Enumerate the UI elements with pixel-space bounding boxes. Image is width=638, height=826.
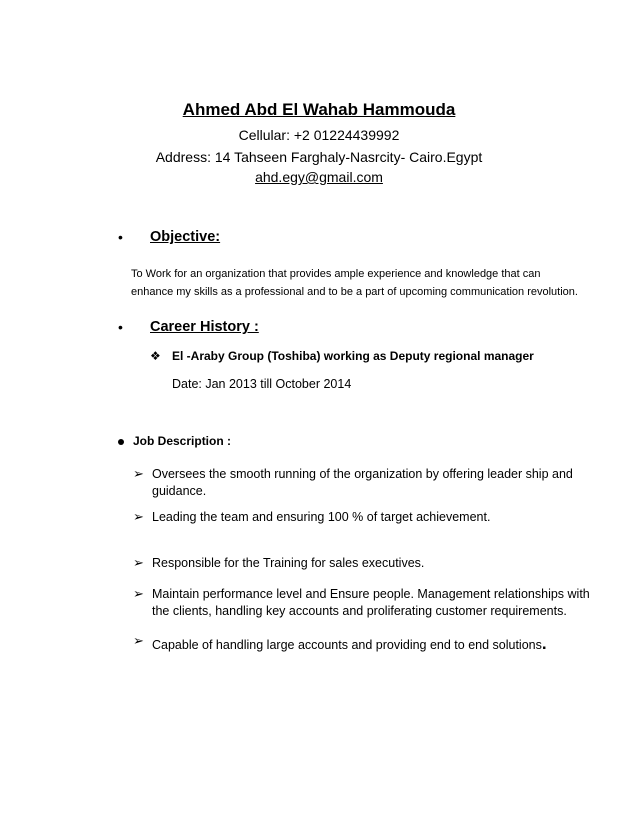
diamond-bullet-icon: ❖ [150,349,161,363]
job-item-1-line-1: Oversees the smooth running of the organization by offering leader ship and [152,467,573,481]
address-line: Address: 14 Tahseen Farghaly-Nasrcity- Cairo.Egypt [155,149,483,165]
email-link[interactable]: ahd.egy@gmail.com [255,169,383,185]
job-item-1-line-2: guidance. [152,484,207,498]
arrow-bullet-icon: ➢ [133,509,144,524]
career-bullet: • [118,319,123,335]
job-item-4-line-1: Maintain performance level and Ensure people. Management relationships with [152,587,590,601]
job-item-5-text: Capable of handling large accounts and providing end to end solutions [152,638,542,652]
objective-heading: Objective: [150,229,221,245]
job-item-3-line-1: Responsible for the Training for sales executives. [152,556,425,570]
career-item-title: El -Araby Group (Toshiba) working as Deputy regional manager [172,349,534,363]
job-description-heading: Job Description : [133,434,232,448]
job-description-bullet [118,439,124,445]
objective-text-line-2: enhance my skills as a professional and to be a part of upcoming communication revolution. [131,286,578,298]
objective-text-line-1: To Work for an organization that provides ample experience and knowledge that can [131,268,541,280]
career-heading: Career History : [150,319,259,335]
arrow-bullet-icon: ➢ [133,555,144,570]
career-item-date: Date: Jan 2013 till October 2014 [172,377,352,391]
applicant-name: Ahmed Abd El Wahab Hammouda [182,100,456,119]
job-item-2-line-1: Leading the team and ensuring 100 % of target achievement. [152,510,491,524]
job-item-4-line-2: the clients, handling key accounts and proliferating customer requirements. [152,604,567,618]
job-item-5-period: . [541,634,547,653]
job-item-5-line-1 [152,634,547,654]
arrow-bullet-icon: ➢ [133,586,144,601]
arrow-bullet-icon: ➢ [133,466,144,481]
objective-bullet: • [118,229,123,245]
cellular-line: Cellular: +2 01224439992 [238,127,400,143]
email-line [0,169,638,185]
arrow-bullet-icon: ➢ [133,633,144,648]
